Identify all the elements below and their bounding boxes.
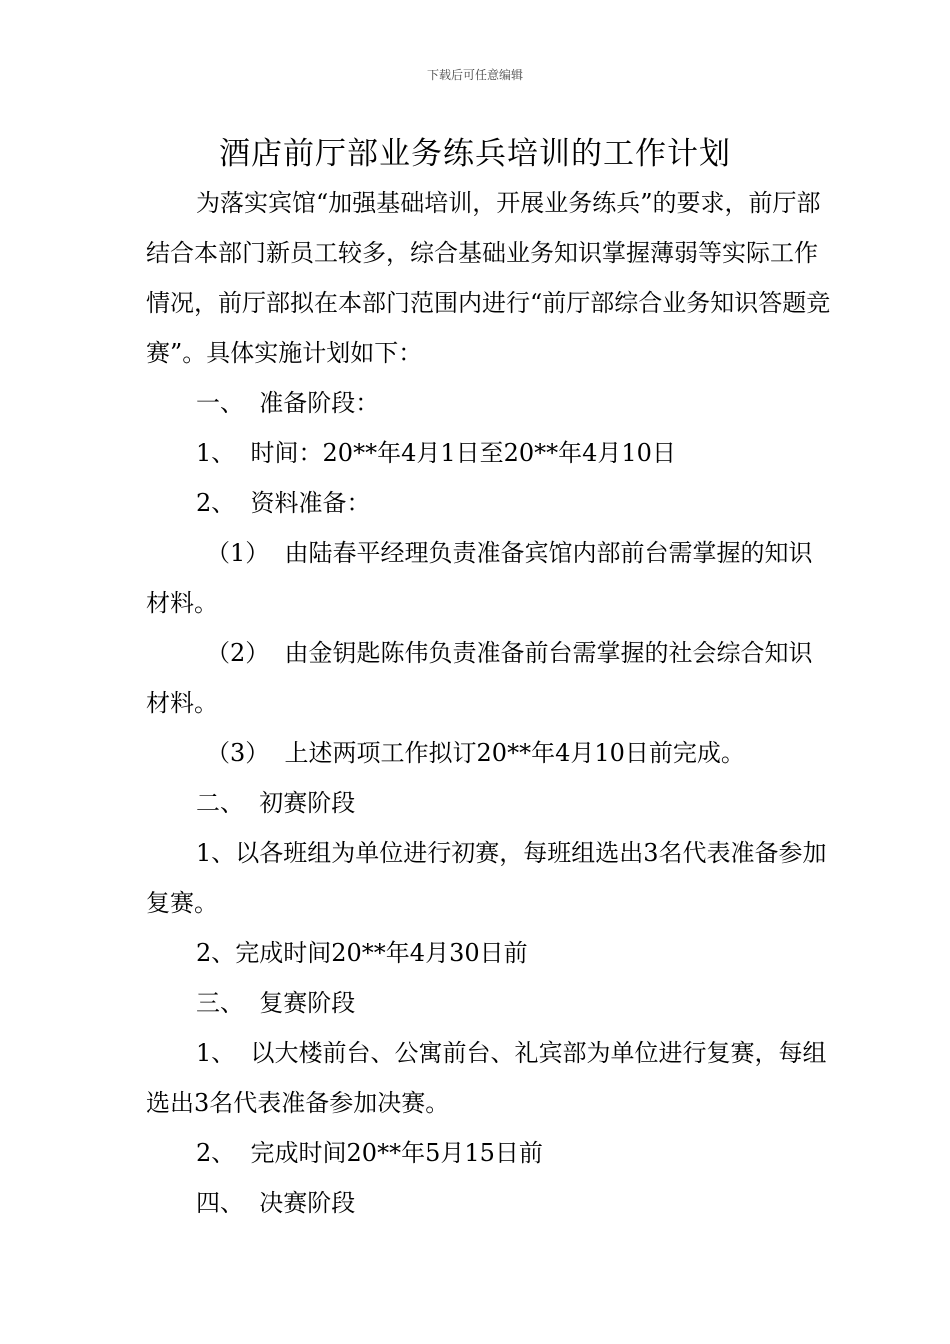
list-item-time: 1、 时间：20**年4月1日至20**年4月10日 — [196, 439, 676, 467]
list-item-semifinal-2: 2、 完成时间20**年5月15日前 — [196, 1139, 543, 1167]
list-item-preliminary-2: 2、完成时间20**年4月30日前 — [196, 939, 528, 967]
section-heading-final: 四、 决赛阶段 — [196, 1189, 356, 1217]
list-item-preliminary-1: 1、以各班组为单位进行初赛，每班组选出3名代表准备参加复赛。 — [146, 839, 827, 917]
intro-paragraph: 为落实宾馆“加强基础培训，开展业务练兵”的要求，前厅部结合本部门新员工较多，综合基础业务知识掌握薄弱等实际工作情况，前厅部拟在本部门范围内进行“前厅部综合业务知识答题竞赛”。具体实施计划如下： — [146, 189, 831, 367]
sub-item-1: （1） 由陆春平经理负责准备宾馆内部前台需掌握的知识材料。 — [146, 539, 813, 617]
document-title: 酒店前厅部业务练兵培训的工作计划 — [219, 136, 731, 172]
document-body — [146, 178, 836, 1228]
sub-item-2: （2） 由金钥匙陈伟负责准备前台需掌握的社会综合知识材料。 — [146, 639, 813, 717]
section-heading-preparation: 一、 准备阶段： — [196, 389, 380, 417]
header-note: 下载后可任意编辑 — [426, 68, 523, 82]
sub-item-3: （3） 上述两项工作拟订20**年4月10日前完成。 — [206, 739, 745, 767]
section-heading-semifinal: 三、 复赛阶段 — [196, 989, 356, 1017]
list-item-semifinal-1: 1、 以大楼前台、公寓前台、礼宾部为单位进行复赛，每组选出3名代表准备参加决赛。 — [146, 1039, 827, 1117]
section-heading-preliminary: 二、 初赛阶段 — [196, 789, 356, 817]
list-item-materials: 2、 资料准备： — [196, 489, 371, 517]
